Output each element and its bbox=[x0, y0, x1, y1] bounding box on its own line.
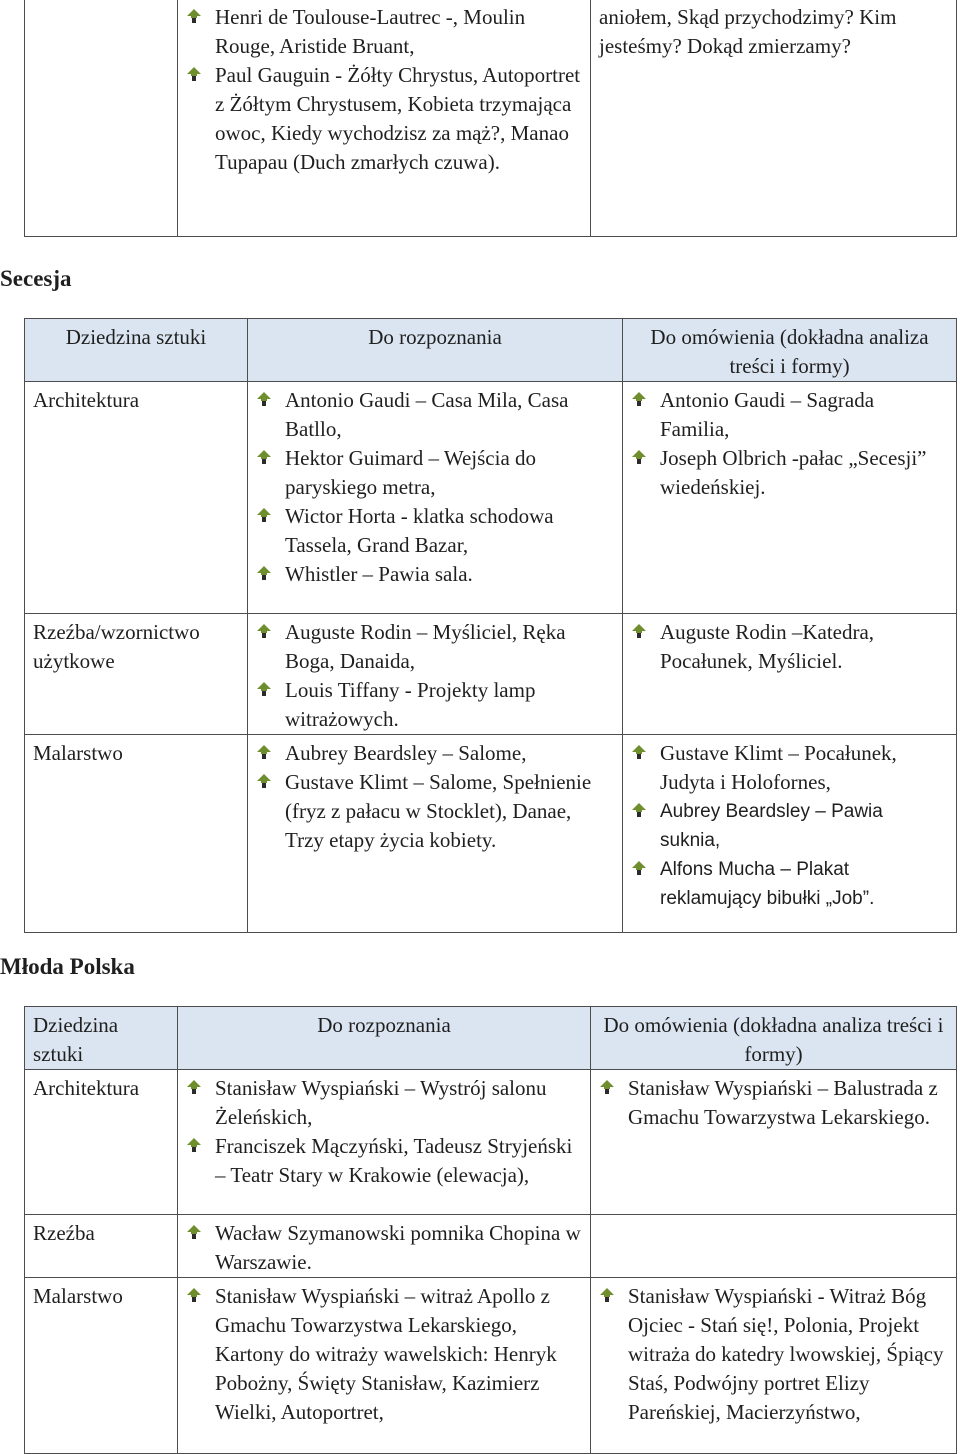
discuss-text: aniołem, Skąd przychodzimy? Kim jesteśmy? Dokąd zmierzamy? bbox=[599, 5, 897, 58]
list-item bbox=[186, 1132, 582, 1190]
domain-cell: Architektura bbox=[25, 1070, 178, 1215]
table-row bbox=[25, 382, 957, 614]
list-item bbox=[186, 61, 582, 177]
section-title-mloda-polska: Młoda Polska bbox=[0, 954, 135, 979]
green-arrow-bullet-icon bbox=[256, 623, 272, 639]
list-item-text: Stanisław Wyspiański – Balustrada z Gmachu Towarzystwa Lekarskiego. bbox=[628, 1076, 938, 1129]
list-item-text: Louis Tiffany - Projekty lamp witrażowych. bbox=[285, 678, 536, 731]
header-recognize: Do rozpoznania bbox=[248, 319, 623, 382]
list-item bbox=[186, 1219, 582, 1277]
green-arrow-bullet-icon bbox=[186, 1079, 202, 1095]
bullet-list bbox=[631, 386, 948, 502]
recognize-cell bbox=[178, 1070, 591, 1215]
list-item-text: Henri de Toulouse-Lautrec -, Moulin Rouge, Aristide Bruant, bbox=[215, 5, 526, 58]
discuss-cell bbox=[623, 735, 957, 933]
green-arrow-bullet-icon bbox=[631, 391, 647, 407]
list-item bbox=[631, 797, 948, 855]
list-item-text: Stanisław Wyspiański – Wystrój salonu Żeleńskich, bbox=[215, 1076, 547, 1129]
list-item bbox=[256, 560, 614, 589]
domain-cell: Malarstwo bbox=[25, 1278, 178, 1454]
green-arrow-bullet-icon bbox=[186, 1137, 202, 1153]
domain-cell: Architektura bbox=[25, 382, 248, 614]
bullet-list bbox=[186, 1282, 582, 1427]
discuss-cell bbox=[623, 382, 957, 614]
secesja-table bbox=[24, 318, 957, 933]
list-item bbox=[256, 768, 614, 855]
list-item bbox=[256, 386, 614, 444]
green-arrow-bullet-icon bbox=[631, 802, 647, 818]
recognize-cell bbox=[178, 1278, 591, 1454]
discuss-cell bbox=[591, 0, 957, 237]
recognize-cell bbox=[178, 0, 591, 237]
list-item bbox=[256, 676, 614, 734]
previous-table-continuation bbox=[24, 0, 957, 237]
green-arrow-bullet-icon bbox=[256, 773, 272, 789]
table-row bbox=[25, 1070, 957, 1215]
list-item-text: Auguste Rodin –Katedra, Pocałunek, Myśliciel. bbox=[660, 620, 875, 673]
bullet-list bbox=[631, 739, 948, 797]
list-item bbox=[256, 739, 614, 768]
recognize-cell bbox=[248, 614, 623, 735]
domain-cell: Malarstwo bbox=[25, 735, 248, 933]
bullet-list bbox=[256, 386, 614, 589]
list-item bbox=[256, 444, 614, 502]
list-item-text: Stanisław Wyspiański - Witraż Bóg Ojciec - Stań się!, Polonia, Projekt witraża do katedry lwowskiej, Śpiący Staś, Podwójny portret Elizy Pareńskiej, Macierzyństwo, bbox=[628, 1284, 944, 1424]
table-row bbox=[25, 1278, 957, 1454]
list-item bbox=[631, 444, 948, 502]
recognize-cell bbox=[248, 382, 623, 614]
list-item-text: Aubrey Beardsley – Salome, bbox=[285, 741, 527, 765]
section-title-secesja: Secesja bbox=[0, 266, 72, 291]
list-item bbox=[631, 855, 948, 913]
domain-cell: Rzeźba/wzornictwo użytkowe bbox=[25, 614, 248, 735]
list-item bbox=[256, 618, 614, 676]
green-arrow-bullet-icon bbox=[256, 449, 272, 465]
table-header-row bbox=[25, 1007, 957, 1070]
list-item-text: Gustave Klimt – Salome, Spełnienie (fryz z pałacu w Stocklet), Danae, Trzy etapy życia kobiety. bbox=[285, 770, 592, 852]
recognize-cell bbox=[178, 1215, 591, 1278]
green-arrow-bullet-icon bbox=[631, 744, 647, 760]
header-domain: Dziedzina sztuki bbox=[25, 1007, 178, 1070]
list-item-text: Alfons Mucha – Plakat reklamujący bibułki „Job”. bbox=[660, 859, 875, 909]
green-arrow-bullet-icon bbox=[256, 681, 272, 697]
header-discuss: Do omówienia (dokładna analiza treści i formy) bbox=[591, 1007, 957, 1070]
header-domain: Dziedzina sztuki bbox=[25, 319, 248, 382]
list-item-text: Whistler – Pawia sala. bbox=[285, 562, 473, 586]
green-arrow-bullet-icon bbox=[186, 1224, 202, 1240]
list-item bbox=[631, 386, 948, 444]
table-row bbox=[25, 735, 957, 933]
bullet-list bbox=[186, 1219, 582, 1277]
list-item bbox=[186, 1074, 582, 1132]
green-arrow-bullet-icon bbox=[256, 744, 272, 760]
list-item-text: Aubrey Beardsley – Pawia suknia, bbox=[660, 801, 883, 851]
list-item-text: Antonio Gaudi – Casa Mila, Casa Batllo, bbox=[285, 388, 569, 441]
green-arrow-bullet-icon bbox=[256, 391, 272, 407]
green-arrow-bullet-icon bbox=[186, 66, 202, 82]
table-row bbox=[25, 614, 957, 735]
bullet-list bbox=[256, 739, 614, 855]
header-recognize: Do rozpoznania bbox=[178, 1007, 591, 1070]
bullet-list bbox=[599, 1074, 948, 1132]
green-arrow-bullet-icon bbox=[256, 565, 272, 581]
list-item-text: Wacław Szymanowski pomnika Chopina w Warszawie. bbox=[215, 1221, 581, 1274]
green-arrow-bullet-icon bbox=[599, 1287, 615, 1303]
list-item-text: Gustave Klimt – Pocałunek, Judyta i Holofornes, bbox=[660, 741, 897, 794]
domain-cell: Rzeźba bbox=[25, 1215, 178, 1278]
list-item-text: Wictor Horta - klatka schodowa Tassela, Grand Bazar, bbox=[285, 504, 554, 557]
green-arrow-bullet-icon bbox=[186, 8, 202, 24]
list-item-text: Paul Gauguin - Żółty Chrystus, Autoportret z Żółtym Chrystusem, Kobieta trzymająca owoc, Kiedy wychodzisz za mąż?, Manao Tupapau (Duch zmarłych czuwa). bbox=[215, 63, 581, 174]
discuss-cell bbox=[591, 1278, 957, 1454]
bullet-list bbox=[186, 3, 582, 177]
list-item bbox=[631, 618, 948, 676]
green-arrow-bullet-icon bbox=[186, 1287, 202, 1303]
list-item-text: Stanisław Wyspiański – witraż Apollo z Gmachu Towarzystwa Lekarskiego, Kartony do witraży wawelskich: Henryk Pobożny, Święty Stanisław, Kazimierz Wielki, Autoportret, bbox=[215, 1284, 557, 1424]
mloda-polska-table bbox=[24, 1006, 957, 1454]
discuss-cell bbox=[623, 614, 957, 735]
list-item bbox=[599, 1282, 948, 1427]
table-header-row bbox=[25, 319, 957, 382]
green-arrow-bullet-icon bbox=[631, 623, 647, 639]
list-item-text: Antonio Gaudi – Sagrada Familia, bbox=[660, 388, 875, 441]
header-discuss: Do omówienia (dokładna analiza treści i formy) bbox=[623, 319, 957, 382]
list-item-text: Hektor Guimard – Wejścia do paryskiego metra, bbox=[285, 446, 537, 499]
discuss-cell bbox=[591, 1070, 957, 1215]
bullet-list bbox=[599, 1282, 948, 1427]
recognize-cell bbox=[248, 735, 623, 933]
green-arrow-bullet-icon bbox=[599, 1079, 615, 1095]
bullet-list bbox=[631, 618, 948, 676]
green-arrow-bullet-icon bbox=[256, 507, 272, 523]
discuss-cell bbox=[591, 1215, 957, 1278]
list-item bbox=[186, 1282, 582, 1427]
list-item-text: Joseph Olbrich -pałac „Secesji” wiedeńskiej. bbox=[660, 446, 927, 499]
list-item bbox=[631, 739, 948, 797]
list-item bbox=[186, 3, 582, 61]
list-item-text: Franciszek Mączyński, Tadeusz Stryjeński – Teatr Stary w Krakowie (elewacja), bbox=[215, 1134, 573, 1187]
table-row bbox=[25, 1215, 957, 1278]
list-item-text: Auguste Rodin – Myśliciel, Ręka Boga, Danaida, bbox=[285, 620, 566, 673]
green-arrow-bullet-icon bbox=[631, 860, 647, 876]
list-item bbox=[599, 1074, 948, 1132]
bullet-list bbox=[186, 1074, 582, 1190]
empty-domain-cell bbox=[25, 0, 178, 237]
green-arrow-bullet-icon bbox=[631, 449, 647, 465]
bullet-list bbox=[256, 618, 614, 734]
list-item bbox=[256, 502, 614, 560]
bullet-list bbox=[631, 797, 948, 913]
